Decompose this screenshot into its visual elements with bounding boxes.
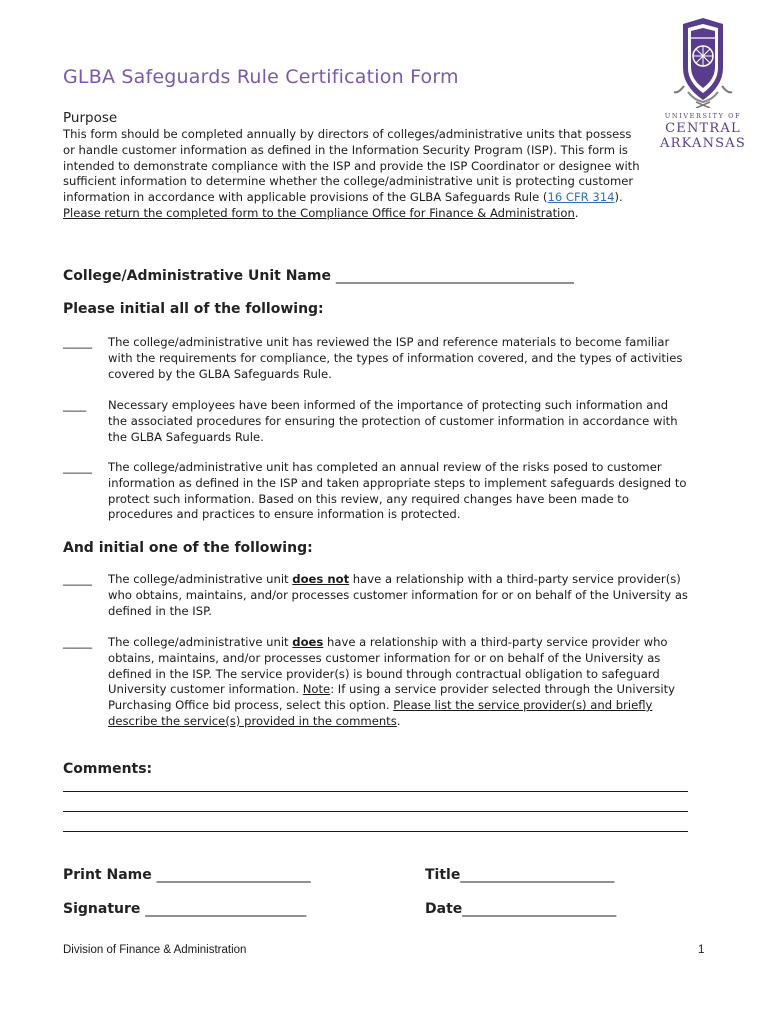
purpose-text-c: . <box>574 205 579 220</box>
page-number: 1 <box>698 944 705 956</box>
unit-name-label: College/Administrative Unit Name <box>63 268 331 284</box>
initial-one-heading: And initial one of the following: <box>63 540 313 556</box>
initial-blank[interactable]: ____ <box>63 398 87 412</box>
page-title: GLBA Safeguards Rule Certification Form <box>63 66 459 88</box>
university-logo <box>660 16 746 156</box>
initial-all-heading: Please initial all of the following: <box>63 301 324 317</box>
logo-line3: ARKANSAS <box>660 136 746 151</box>
purpose-text-b: ). <box>614 190 623 205</box>
item-text-mid: have a relationship with a third-party service provider who obtains, maintains, and/or processes customer information for or on behalf of the University as defined in the ISP. The service provider(s) is bound through contractual obligation to safeguard University customer information. <box>108 635 668 697</box>
print-name-field[interactable]: ______________________ <box>156 867 311 883</box>
print-name-row <box>63 867 311 883</box>
print-name-label: Print Name <box>63 867 152 883</box>
item-text-pre: The college/administrative unit <box>108 572 293 586</box>
initial-blank[interactable]: _____ <box>63 635 92 649</box>
initial-all-item-3 <box>63 460 688 523</box>
initial-one-item-1 <box>63 572 688 619</box>
does-not-emphasis: does not <box>292 572 350 586</box>
comments-line-1[interactable] <box>63 791 688 792</box>
item-text-end: . <box>396 713 401 728</box>
comments-line-2[interactable] <box>63 811 688 812</box>
note-text: : If using a service provider selected through the University Purchasing Office bid process, select this option. <box>108 682 676 713</box>
university-shield-icon <box>660 16 746 108</box>
comments-label: Comments: <box>63 761 153 777</box>
item-text: The college/administrative unit has completed an annual review of the risks posed to customer information as defined in the ISP and taken appropriate steps to implement safeguards designed to protect such information. Based on this review, any required changes have been made to procedures and practices to ensure information is protected. <box>108 460 687 522</box>
item-text <box>108 635 688 730</box>
initial-all-item-1 <box>63 335 688 382</box>
title-label: Title <box>425 867 461 883</box>
footer-division: Division of Finance & Administration <box>63 944 247 956</box>
logo-line1: UNIVERSITY OF <box>664 112 742 120</box>
title-field[interactable]: ______________________ <box>460 867 615 883</box>
initial-blank[interactable]: _____ <box>63 460 92 474</box>
title-row <box>425 867 614 883</box>
unit-name-field[interactable]: __________________________________ <box>335 268 574 284</box>
item-text: The college/administrative unit has reviewed the ISP and reference materials to become familiar with the requirements for compliance, the types of information covered, and the types of activities covered by the GLBA Safeguards Rule. <box>108 335 683 381</box>
comments-instruction: Please list the service provider(s) and briefly describe the service(s) provided in the comments <box>108 698 653 728</box>
initial-blank[interactable]: _____ <box>63 572 92 586</box>
date-row <box>425 901 616 917</box>
date-field[interactable]: ______________________ <box>462 901 617 917</box>
purpose-heading: Purpose <box>63 110 118 126</box>
item-text: Necessary employees have been informed of the importance of protecting such information and the associated procedures for ensuring the protection of customer information in accordance with the GLBA Safeguards Rule. <box>108 398 678 444</box>
cfr-link[interactable]: 16 CFR 314 <box>547 190 615 205</box>
signature-label: Signature <box>63 901 141 917</box>
item-text-pre: The college/administrative unit <box>108 635 293 649</box>
purpose-paragraph <box>63 127 643 222</box>
initial-blank[interactable]: _____ <box>63 335 92 349</box>
logo-line2: CENTRAL <box>665 121 741 136</box>
initial-one-item-2 <box>63 635 688 730</box>
item-text-post: have a relationship with a third-party service provider(s) who obtains, maintains, and/or processes customer information for or on behalf of the University as defined in the ISP. <box>108 572 688 618</box>
date-label: Date <box>425 901 463 917</box>
return-instruction: Please return the completed form to the Compliance Office for Finance & Administration <box>63 205 575 220</box>
item-text <box>108 572 688 619</box>
does-emphasis: does <box>292 635 324 649</box>
signature-field[interactable]: _______________________ <box>145 901 307 917</box>
signature-row <box>63 901 306 917</box>
unit-name-row <box>63 268 574 284</box>
initial-all-item-2 <box>63 398 688 445</box>
note-label: Note <box>302 682 331 697</box>
comments-line-3[interactable] <box>63 831 688 832</box>
purpose-text: This form should be completed annually by directors of colleges/administrative units that possess or handle customer information as defined in the Information Security Program (ISP). This form is intended to demonstrate compliance with the ISP and provide the ISP Coordinator or designee with sufficient information to determine whether the college/administrative unit is protecting customer information in accordance with applicable provisions of the GLBA Safeguards Rule ( <box>63 127 640 205</box>
